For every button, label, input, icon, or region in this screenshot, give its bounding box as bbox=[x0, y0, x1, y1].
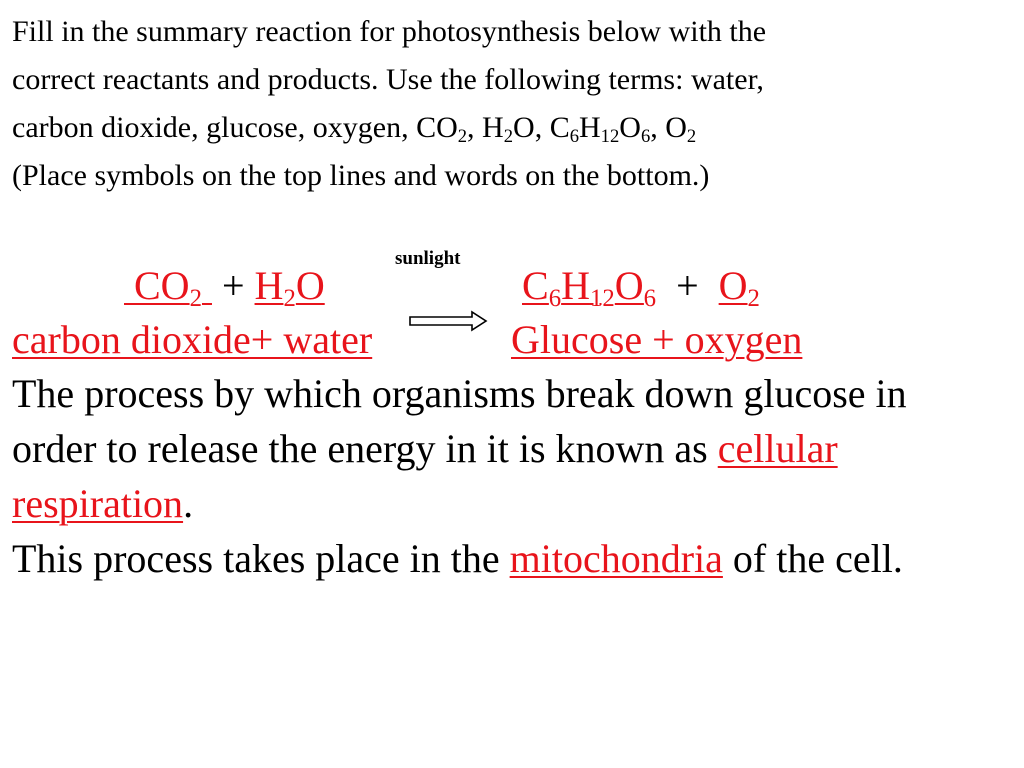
answer-mitochondria: mitochondria bbox=[509, 536, 723, 581]
instruction-line-2: correct reactants and products. Use the following terms: water, bbox=[12, 63, 764, 96]
product-words-answer: Glucose + oxygen bbox=[511, 317, 803, 362]
statement1-line2: order to release the energy in it is known as cellular bbox=[12, 426, 838, 471]
answer-cellular: cellular bbox=[717, 426, 838, 471]
answer-respiration: respiration bbox=[12, 481, 184, 526]
reactant-symbols bbox=[124, 262, 325, 312]
sunlight-label: sunlight bbox=[395, 248, 461, 269]
reactant-co2-answer: $CO_2$ bbox=[134, 263, 202, 312]
term-h2o: $H_2O$ bbox=[482, 111, 535, 148]
reactant-words-answer: carbon dioxide+ water bbox=[12, 317, 373, 362]
product-o2-answer: $O_2$ bbox=[718, 263, 760, 312]
statement1-line3: respiration. bbox=[12, 481, 194, 526]
reaction-arrow-icon bbox=[408, 310, 488, 332]
term-co2: $CO_2$ bbox=[416, 111, 468, 148]
instruction-line-1: Fill in the summary reaction for photosynthesis below with the bbox=[12, 15, 767, 48]
product-symbols bbox=[522, 262, 760, 312]
statement1-line1: The process by which organisms break down glucose in bbox=[12, 371, 907, 416]
plus-sign: + bbox=[221, 263, 245, 308]
instruction-line-3: carbon dioxide, glucose, oxygen, $CO_2$, $H_2O$, $C_6H_{12}O_6$, $O_2$ bbox=[12, 111, 697, 148]
term-list-words: carbon dioxide, glucose, oxygen, bbox=[12, 111, 417, 144]
term-o2: $O_2$ bbox=[665, 111, 697, 148]
instruction-line-4: (Place symbols on the top lines and words on the bottom.) bbox=[12, 159, 710, 192]
statement2: This process takes place in the mitochondria of the cell. bbox=[12, 536, 903, 581]
term-glucose-formula: $C_6H_{12}O_6$ bbox=[549, 111, 651, 148]
product-glucose-answer: $C_6H_{12}O_6$ bbox=[522, 263, 657, 312]
reactant-h2o-answer: $H_2O$ bbox=[254, 263, 325, 312]
plus-sign: + bbox=[676, 263, 699, 308]
